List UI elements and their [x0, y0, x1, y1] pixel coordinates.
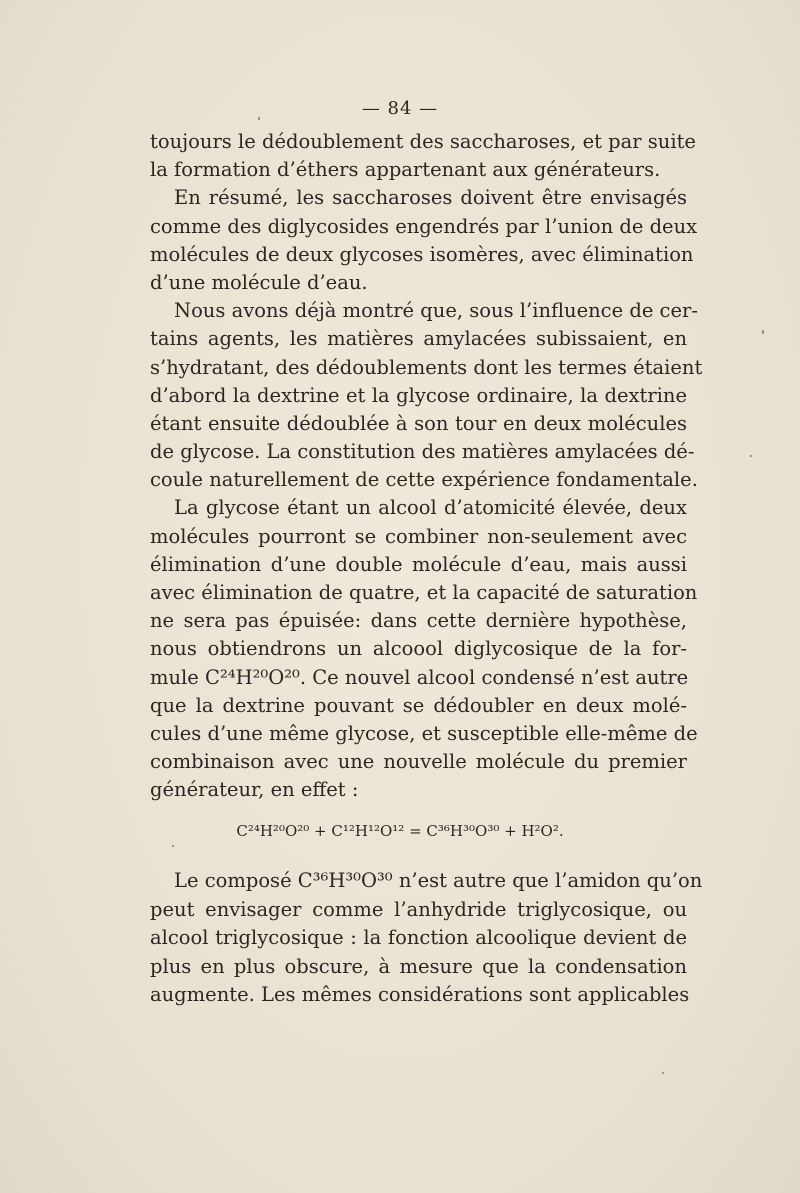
- text-line: s’hydratant, des dédoublements dont les termes étaient: [150, 355, 703, 379]
- text-line: générateur, en effet :: [150, 778, 359, 802]
- text-line: de glycose. La constitution des matières amylacées dé-: [150, 440, 695, 464]
- text-line: ne sera pas épuisée: dans cette dernière hypothèse,: [150, 609, 687, 633]
- paper-speck: [750, 455, 752, 457]
- text-line: Le composé C³⁶H³⁰O³⁰ n’est autre que l’amidon qu’on: [174, 869, 703, 892]
- text-line: molécules pourront se combiner non-seulement avec: [150, 524, 687, 548]
- text-line: Nous avons déjà montré que, sous l’influence de cer-: [174, 299, 698, 323]
- text-line: tains agents, les matières amylacées subissaient, en: [150, 327, 687, 351]
- text-line: La glycose étant un alcool d’atomicité élevée, deux: [174, 496, 687, 520]
- text-line: cules d’une même glycose, et susceptible elle-même de: [150, 721, 698, 745]
- text-line: comme des diglycosides engendrés par l’union de deux: [150, 214, 698, 238]
- paper-speck: [662, 1072, 664, 1074]
- text-line: d’une molécule d’eau.: [150, 270, 368, 294]
- text-line: que la dextrine pouvant se dédoubler en deux molé-: [150, 693, 687, 717]
- text-line: peut envisager comme l’anhydride triglycosique, ou: [150, 897, 687, 921]
- text-line: combinaison avec une nouvelle molécule du premier: [150, 750, 687, 774]
- paper-speck: [258, 117, 260, 120]
- text-line: élimination d’une double molécule d’eau, mais aussi: [150, 552, 687, 576]
- text-line: la formation d’éthers appartenant aux générateurs.: [150, 158, 661, 182]
- text-line: plus en plus obscure, à mesure que la condensation: [150, 954, 687, 978]
- text-line: mule C²⁴H²⁰O²⁰. Ce nouvel alcool condensé n’est autre: [150, 665, 689, 689]
- text-line: étant ensuite dédoublée à son tour en deux molécules: [150, 411, 687, 435]
- text-line: d’abord la dextrine et la glycose ordinaire, la dextrine: [150, 383, 687, 407]
- body-text-continued: [150, 867, 703, 1010]
- text-line: molécules de deux glycoses isomères, avec élimination: [150, 242, 694, 266]
- text-line: En résumé, les saccharoses doivent être envisagés: [174, 186, 687, 210]
- chemical-equation: C²⁴H²⁰O²⁰ + C¹²H¹²O¹² = C³⁶H³⁰O³⁰ + H²O².: [236, 822, 564, 840]
- body-text: [150, 128, 703, 805]
- page-number: — 84 —: [361, 98, 439, 119]
- text-line: alcool triglycosique : la fonction alcoolique devient de: [150, 926, 687, 950]
- text-line: avec élimination de quatre, et la capacité de saturation: [150, 581, 698, 604]
- text-line: coule naturellement de cette expérience fondamentale.: [150, 468, 698, 492]
- paper-speck: [172, 845, 174, 847]
- paper-speck: [762, 330, 764, 334]
- text-line: augmente. Les mêmes considérations sont applicables: [150, 983, 690, 1007]
- text-line: nous obtiendrons un alcoool diglycosique de la for-: [150, 637, 687, 661]
- text-line: toujours le dédoublement des saccharoses, et par suite: [150, 130, 696, 153]
